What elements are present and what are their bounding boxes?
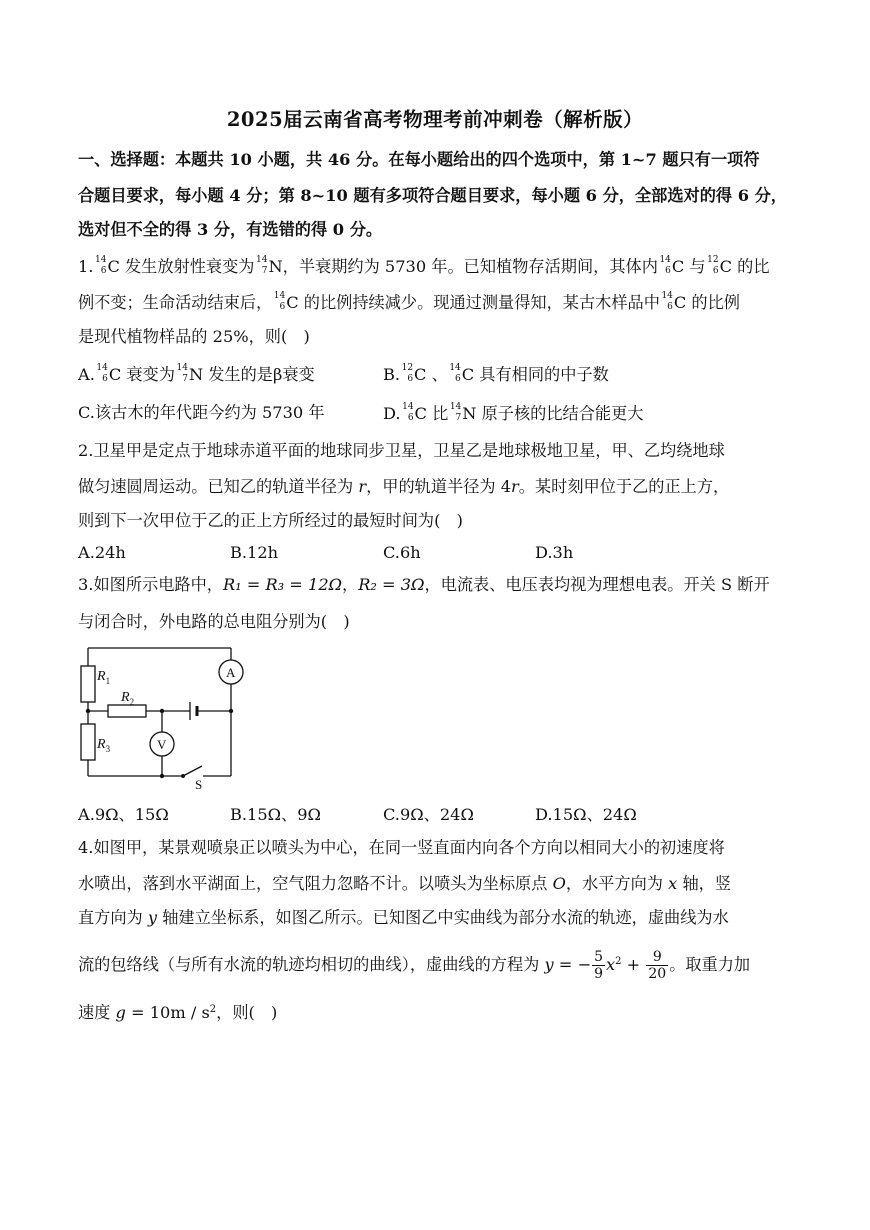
equation-envelope: y [544,955,554,974]
label-r2: $R_2$ [121,690,135,707]
q2-option-c[interactable]: C.6h [383,543,421,562]
q3-option-b[interactable]: B.15Ω、9Ω [230,805,321,824]
circuit-diagram [78,640,248,790]
resistor-r2 [108,705,146,717]
q2-line3: 则到下一次甲位于乙的正上方所经过的最短时间为( ) [78,511,463,530]
q3-option-d[interactable]: D.15Ω、24Ω [535,805,637,824]
q4-line5: 速度 $g = 10m / s^2$，则( ) [78,1003,278,1022]
resistor-r1 [81,666,95,702]
q4-line1: 4.如图甲，某景观喷泉正以喷头为中心，在同一竖直面内向各个方向以相同大小的初速度将 [78,838,725,857]
label-r3: $R_3$ [97,737,111,754]
q3-line2: 与闭合时，外电路的总电阻分别为( ) [78,612,350,631]
q1-line3: 是现代植物样品的 25%，则( ) [78,327,310,346]
q1-line2: 例不变；生命活动结束后， 14 6 C 的比例持续减少。现通过测量得知，某古木样品中 14 6 C 的比例 [78,291,740,312]
label-ammeter: A [226,665,236,680]
nuclide-c12: 12 6 [707,255,719,276]
section-instructions-line1: 一、选择题：本题共 10 小题，共 46 分。在每小题给出的四个选项中，第 1~7 题只有一项符 [78,150,760,169]
nuclide-c14: 14 6 [95,255,107,276]
q4-line4: 流的包络线（与所有水流的轨迹均相切的曲线），虚曲线的方程为 y = − $\frac{5}{9}$ $x^2$ + $\frac{9}{20}$ 。取重力加 [78,949,751,982]
q3-line1: 3.如图所示电路中，R₁ = R₃ = 12Ω，R₂ = 3Ω，电流表、电压表均视为理想电表。开关 S 断开 [78,575,770,594]
q4-line2: 水喷出，落到水平湖面上，空气阻力忽略不计。以喷头为坐标原点 O，水平方向为 x 轴，竖 [78,874,732,893]
label-r1: $R_1$ [97,669,111,686]
resistor-r3 [81,724,95,760]
q1-option-b[interactable]: B. 12 6 C 、 14 6 C 具有相同的中子数 [383,363,609,384]
q3-option-c[interactable]: C.9Ω、24Ω [383,805,474,824]
q2-option-d[interactable]: D.3h [535,543,574,562]
q2-line1: 2.卫星甲是定点于地球赤道平面的地球同步卫星，卫星乙是地球极地卫星，甲、乙均绕地球 [78,441,725,460]
page-title: 2025届云南省高考物理考前冲刺卷（解析版） [226,108,644,131]
nuclide-n14: 14 7 [256,255,268,276]
q1-option-c[interactable]: C.该古木的年代距今约为 5730 年 [78,403,325,422]
q1-option-a[interactable]: A. 14 6 C 衰变为 14 7 N 发生的是β衰变 [78,363,315,384]
q1-option-d[interactable]: D. 14 6 C 比 14 7 N 原子核的比结合能更大 [383,402,644,423]
q3-option-a[interactable]: A.9Ω、15Ω [78,805,169,824]
switch-s [183,766,202,776]
section-instructions-line3: 选对但不全的得 3 分，有选错的得 0 分。 [78,220,383,239]
q2-option-b[interactable]: B.12h [230,543,279,562]
q4-line3: 直方向为 y 轴建立坐标系，如图乙所示。已知图乙中实曲线为部分水流的轨迹，虚曲线为水 [78,908,729,927]
section-instructions-line2: 合题目要求，每小题 4 分；第 8~10 题有多项符合题目要求，每小题 6 分，全部选对的得 6 分， [78,186,787,205]
q1-line1: 1. 14 6 C 发生放射性衰变为 14 7 N，半衰期约为 5730 年。已知植物存活期间，其体内 14 6 C 与 12 6 C 的比 [78,255,770,276]
label-switch: S [195,777,203,790]
q2-option-a[interactable]: A.24h [78,543,126,562]
q2-line2: 做匀速圆周运动。已知乙的轨道半径为 r，甲的轨道半径为 4r。某时刻甲位于乙的正上方， [78,477,730,496]
nuclide-c14: 14 6 [659,255,671,276]
label-voltmeter: V [157,737,167,752]
